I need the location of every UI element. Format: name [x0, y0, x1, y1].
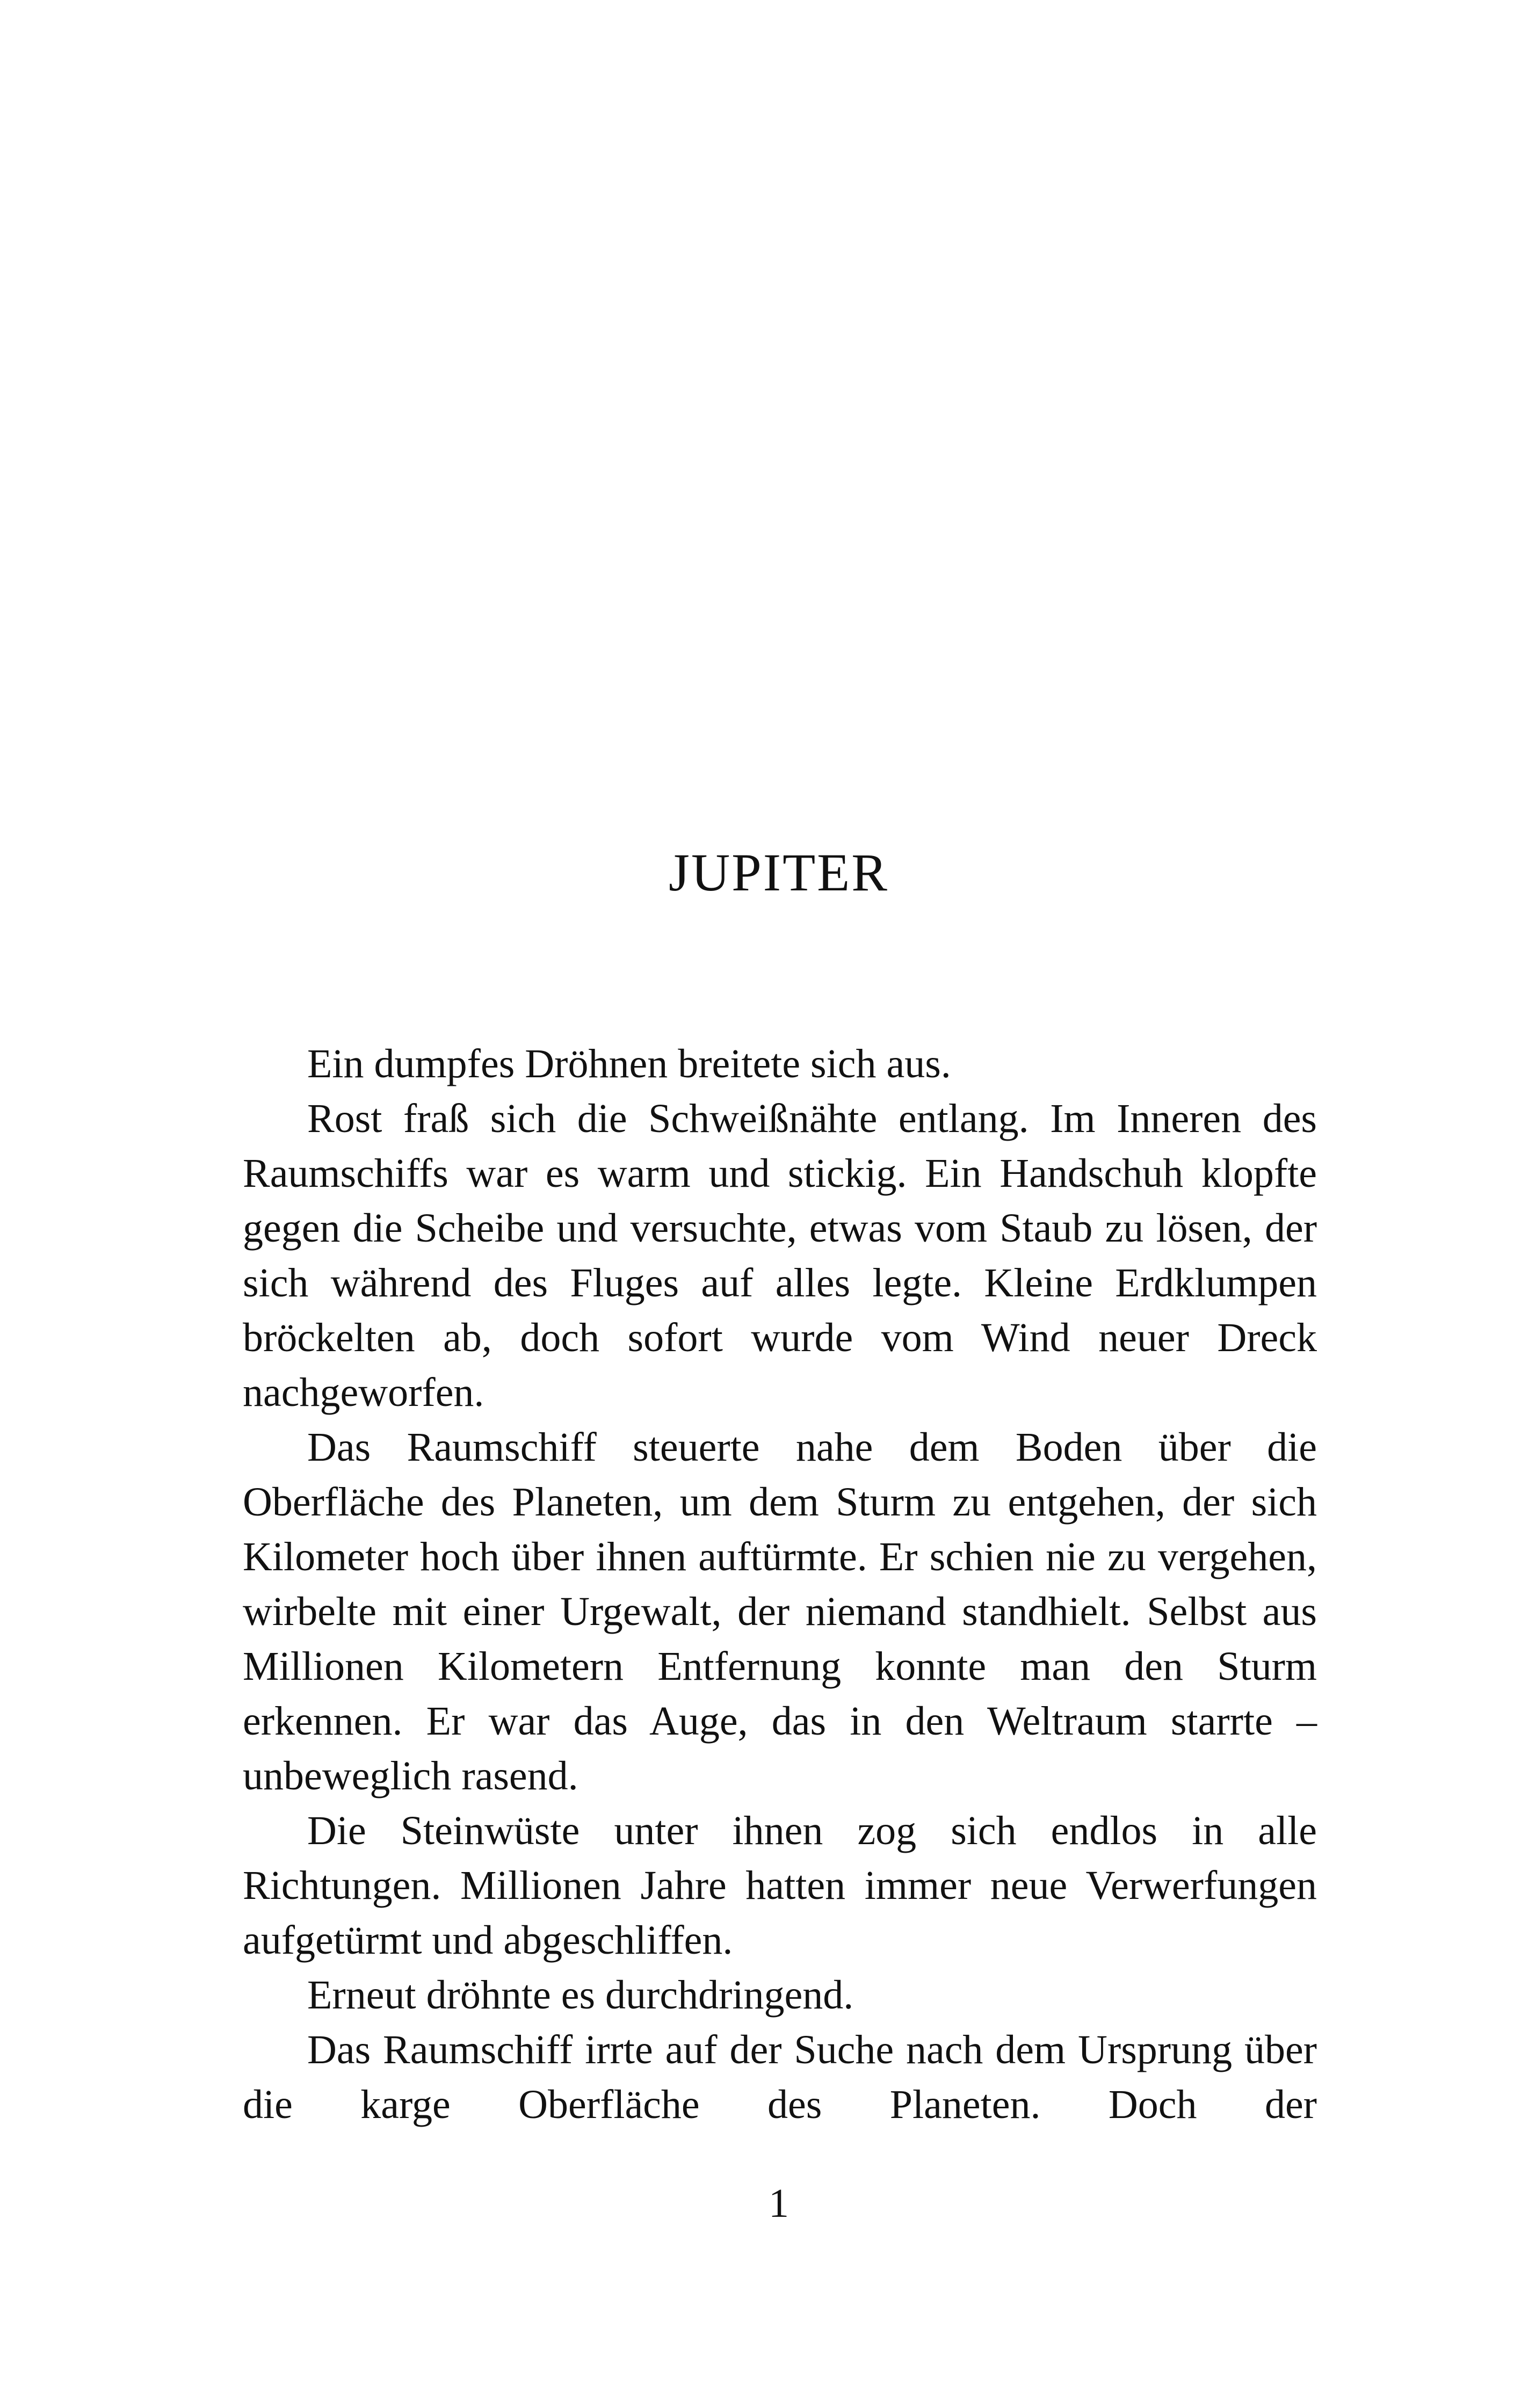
paragraph: Rost fraß sich die Schweißnähte entlang. Im Inneren des Raumschiffs war es warm und stickig. Ein Handschuh klopfte gegen die Scheibe und versuchte, etwas vom Staub zu lösen, der sich während des Fluges auf alles legte. Kleine Erdklumpen bröckelten ab, doch sofort wurde vom Wind neuer Dreck nachgeworfen.	[243, 1096, 1317, 1415]
paragraph: Die Steinwüste unter ihnen zog sich endlos in alle Richtungen. Millionen Jahre hatten immer neue Verwerfungen aufgetürmt und abgeschliffen.	[243, 1808, 1317, 1963]
paragraph: Ein dumpfes Dröhnen breitete sich aus.	[307, 1041, 951, 1086]
paragraph: Das Raumschiff irrte auf der Suche nach dem Ursprung über die karge Oberfläche des Planeten. Doch der	[243, 2027, 1317, 2127]
body-text	[243, 1036, 1317, 2132]
paragraph: Das Raumschiff steuerte nahe dem Boden über die Oberfläche des Planeten, um dem Sturm zu entgehen, der sich Kilometer hoch über ihnen auftürmte. Er schien nie zu vergehen, wirbelte mit einer Urgewalt, der niemand standhielt. Selbst aus Millionen Kilometern Entfernung konnte man den Sturm erkennen. Er war das Auge, das in den Weltraum starrte – unbeweglich rasend.	[243, 1425, 1317, 1798]
page-number: 1	[769, 2181, 789, 2226]
chapter-title: JUPITER	[669, 843, 889, 902]
paragraph: Erneut dröhnte es durchdringend.	[307, 1972, 854, 2018]
